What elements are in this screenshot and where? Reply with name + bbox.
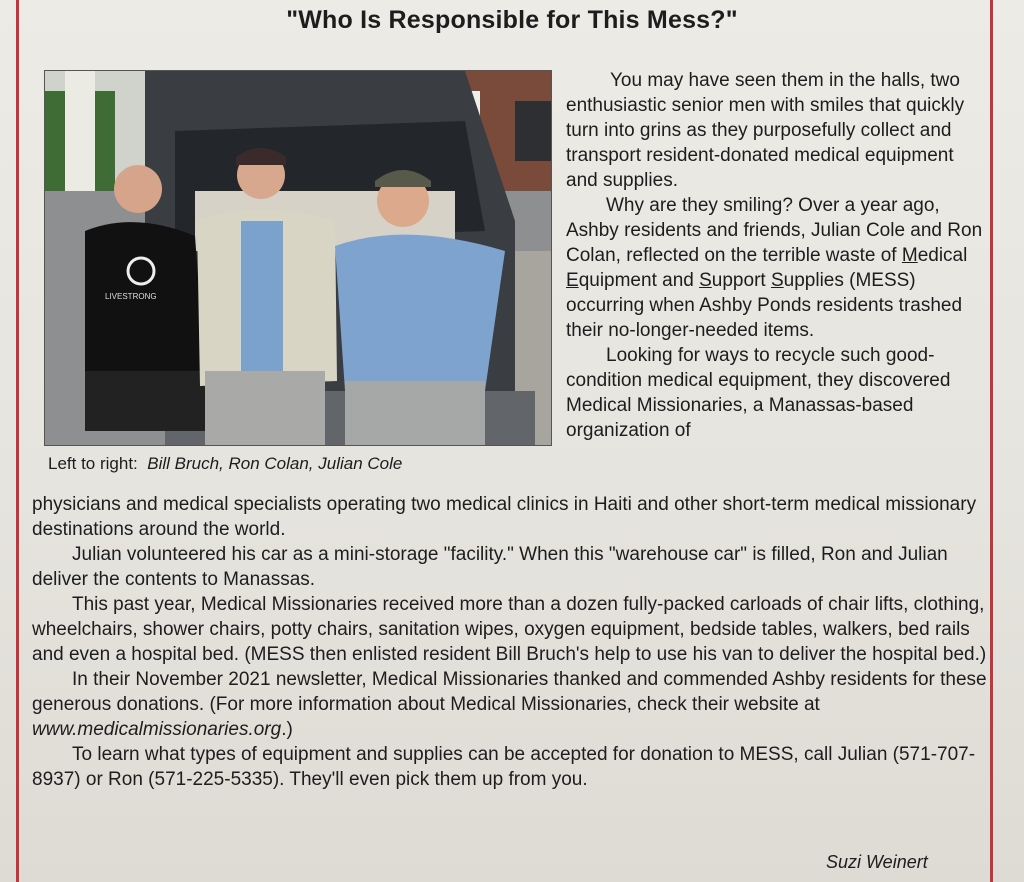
caption-names: Bill Bruch, Ron Colan, Julian Cole [147,454,403,473]
photo-caption [48,454,402,474]
paragraph-7: To learn what types of equipment and supplies can be accepted for donation to MESS, call Julian (571-707-8937) or Ron (571-225-5335). They'll even pick them up from you. [32,744,976,790]
full-width-text [32,492,987,792]
paragraph-4: Julian volunteered his car as a mini-storage "facility." When this "warehouse car" is filled, Ron and Julian deliver the contents to Manassas. [32,544,948,590]
paragraph-6: In their November 2021 newsletter, Medical Missionaries thanked and commended Ashby residents for these generous donations. (For more information about Medical Missionaries, check their website at www.medicalmissionaries.org.) [32,669,987,740]
article-title: "Who Is Responsible for This Mess?" [286,6,738,34]
paragraph-3-continued: physicians and medical specialists operating two medical clinics in Haiti and other short-term medical missionary destinations around the world. [32,494,977,540]
paragraph-1: You may have seen them in the halls, two enthusiastic senior men with smiles that quickly turn into grins as they purposefully collect and transport resident-donated medical equipment and supplies. [566,70,965,191]
left-red-rule [16,0,19,882]
caption-prefix: Left to right: [48,454,138,473]
right-red-rule [990,0,993,882]
right-column-text [566,68,984,443]
shirt-logo-text: LIVESTRONG [105,292,157,301]
website-url: www.medicalmissionaries.org [32,719,282,740]
author-byline: Suzi Weinert [826,852,928,872]
paragraph-5: This past year, Medical Missionaries received more than a dozen fully-packed carloads of chair lifts, clothing, wheelchairs, shower chairs, potty chairs, sanitation wipes, oxygen equipment, bedside tables, walkers, bed rails and even a hospital bed. (MESS then enlisted resident Bill Bruch's help to use his van to deliver the hospital bed.) [32,594,987,665]
paragraph-2: Why are they smiling? Over a year ago, Ashby residents and friends, Julian Cole and Ron Colan, reflected on the terrible waste of Medical Equipment and Support Supplies (MESS) occurring when Ashby Ponds residents trashed their no-longer-needed items. [566,195,983,341]
article-photo [44,70,552,446]
paragraph-3: Looking for ways to recycle such good-condition medical equipment, they discovered Medical Missionaries, a Manassas-based organization of [566,345,951,441]
